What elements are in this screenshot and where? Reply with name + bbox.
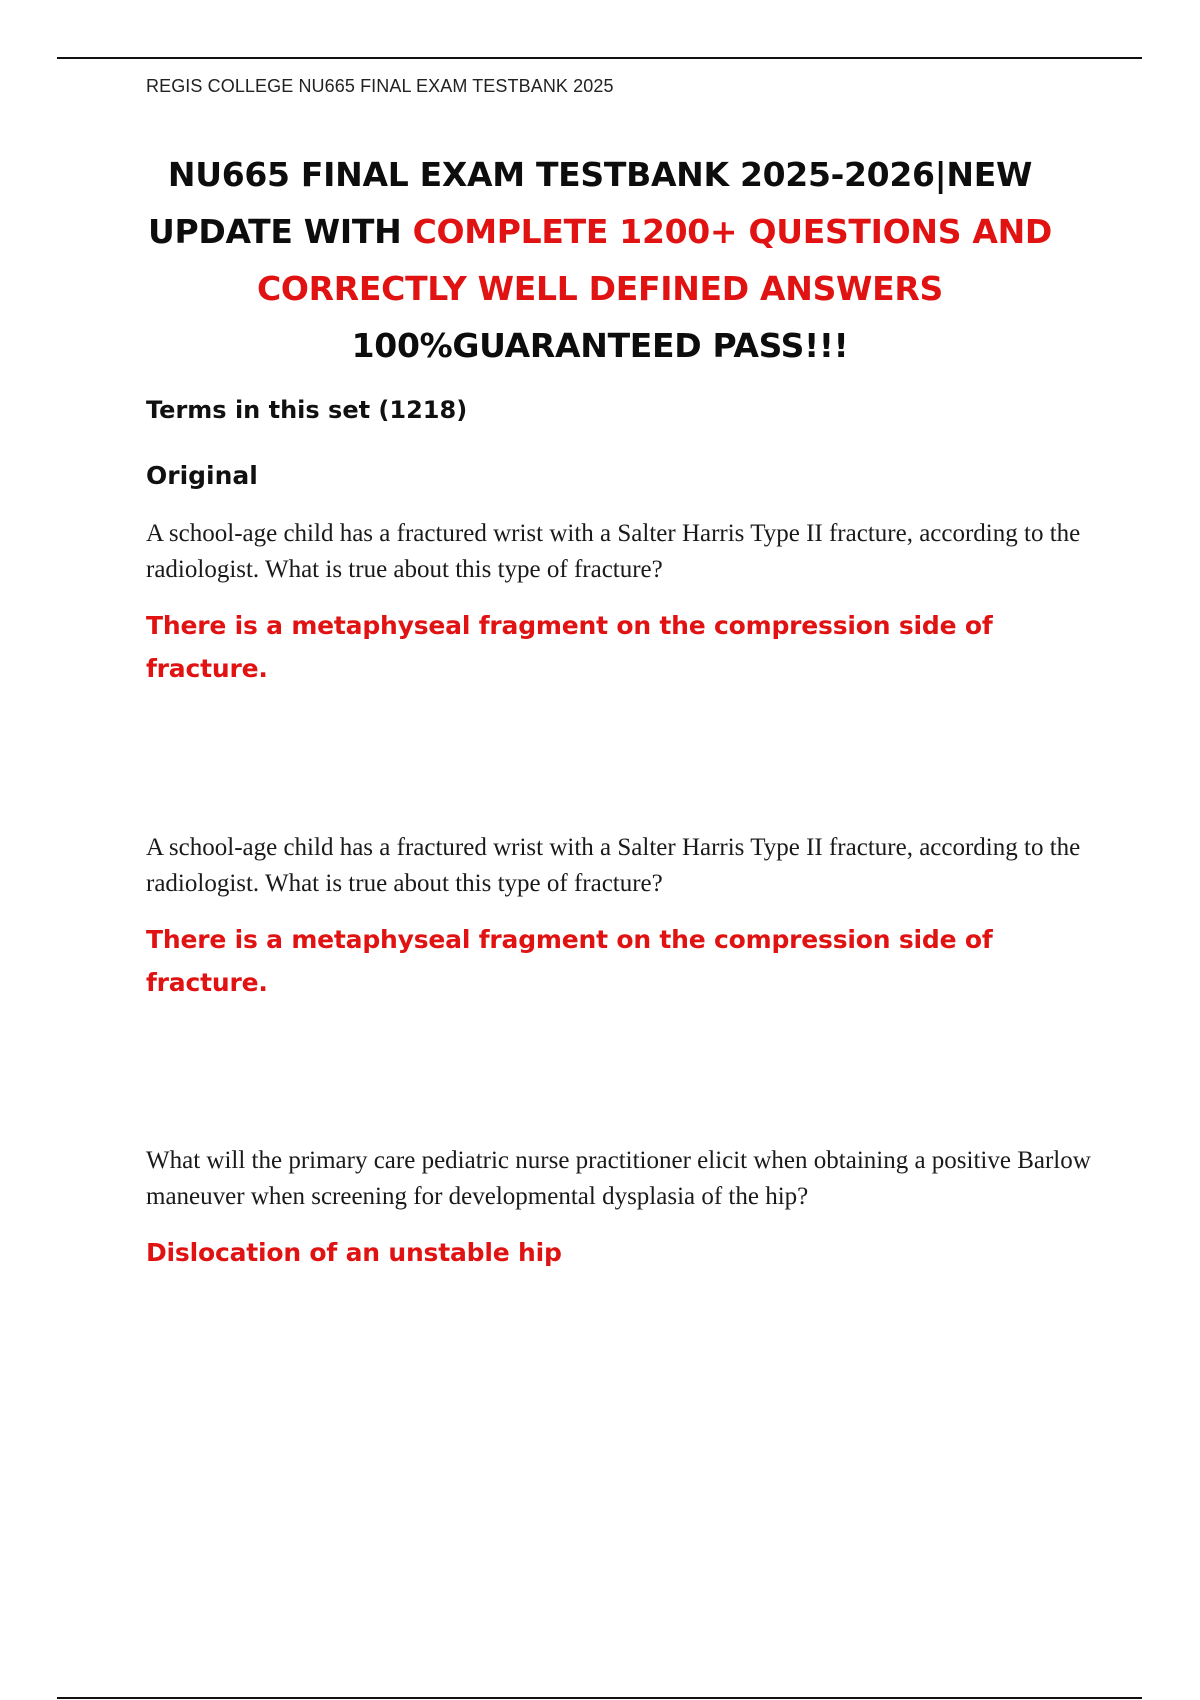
running-header: REGIS COLLEGE NU665 FINAL EXAM TESTBANK 2025: [146, 76, 614, 96]
title-line-2: [120, 203, 1080, 260]
title-line-2-red: COMPLETE 1200+ QUESTIONS AND: [412, 212, 1052, 251]
answer-text: There is a metaphyseal fragment on the compression side of fracture.: [146, 611, 993, 683]
document-title: [120, 146, 1080, 374]
header-rule: [57, 57, 1142, 59]
qa-item: [146, 830, 1106, 1004]
title-line-4: 100%GUARANTEED PASS!!!: [351, 326, 849, 365]
question-text: A school-age child has a fractured wrist with a Salter Harris Type II fracture, according to the radiologist. What is true about this type of fracture?: [146, 834, 1081, 897]
terms-count-heading: Terms in this set (1218): [146, 396, 468, 424]
footer-rule: [57, 1697, 1142, 1699]
answer-text: Dislocation of an unstable hip: [146, 1238, 562, 1267]
title-line-1: NU665 FINAL EXAM TESTBANK 2025-2026|NEW: [167, 155, 1033, 194]
title-line-2-dark: UPDATE WITH: [147, 212, 413, 251]
qa-item: [146, 516, 1106, 690]
question-text: A school-age child has a fractured wrist with a Salter Harris Type II fracture, according to the radiologist. What is true about this type of fracture?: [146, 520, 1081, 583]
section-heading-original: Original: [146, 461, 258, 490]
qa-item: [146, 1143, 1106, 1274]
question-text: What will the primary care pediatric nurse practitioner elicit when obtaining a positive Barlow maneuver when screening for developmental dysplasia of the hip?: [146, 1147, 1091, 1210]
title-line-3: CORRECTLY WELL DEFINED ANSWERS: [257, 269, 943, 308]
answer-text: There is a metaphyseal fragment on the compression side of fracture.: [146, 925, 993, 997]
